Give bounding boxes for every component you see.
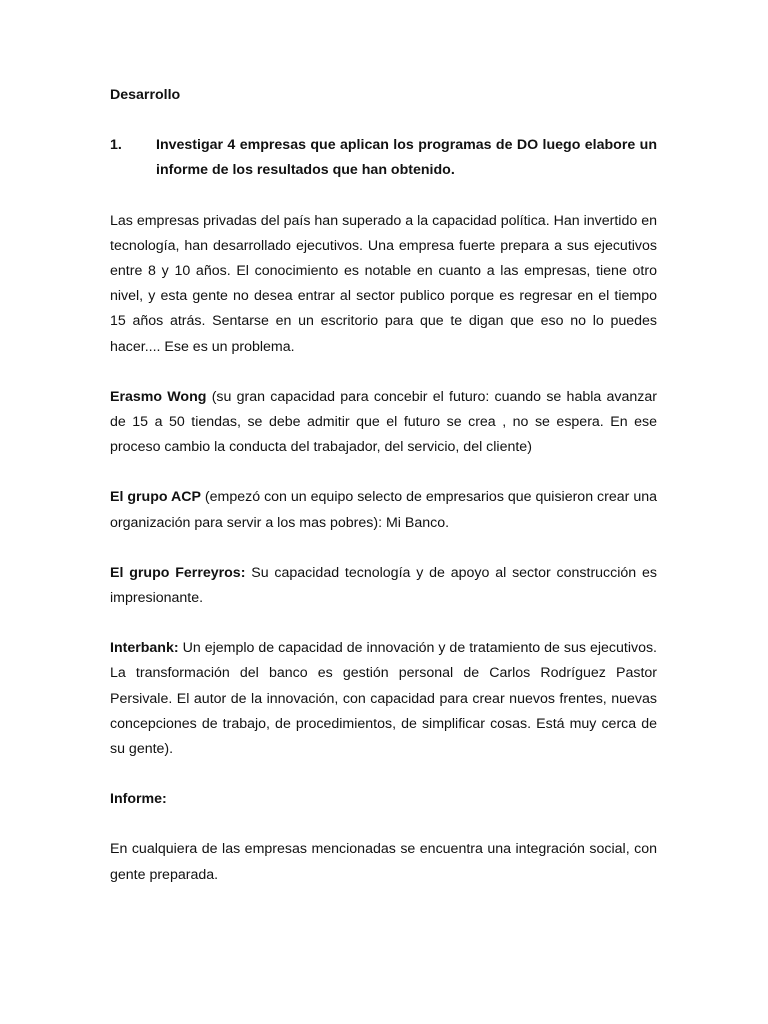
company-label: Interbank: xyxy=(110,640,179,657)
company-label: El grupo ACP xyxy=(110,489,201,506)
report-paragraph: En cualquiera de las empresas mencionadas se encuentra una integración social, con gente preparada. xyxy=(110,841,657,883)
company-label: El grupo Ferreyros: xyxy=(110,564,246,581)
company-paragraph-acp xyxy=(110,485,657,535)
company-description: (empezó con un equipo selecto de empresarios que quisieron crear una organización para servir a los mas pobres): Mi Banco. xyxy=(110,489,658,531)
question-text: Investigar 4 empresas que aplican los programas de DO luego elabore un informe de los resultados que han obtenido. xyxy=(156,137,657,179)
document-page xyxy=(110,83,657,913)
company-paragraph-interbank xyxy=(110,636,657,762)
company-description: Su capacidad tecnología y de apoyo al sector construcción es impresionante. xyxy=(110,564,657,607)
report-heading: Informe: xyxy=(110,791,167,808)
company-label: Erasmo Wong xyxy=(110,388,207,405)
company-paragraph-wong xyxy=(110,385,657,461)
company-description: (su gran capacidad para concebir el futuro: cuando se habla avanzar de 15 a 50 tiendas, se debe admitir que el futuro se crea , no se espera. En ese proceso cambio la conducta del trabajador, del servicio, del cliente) xyxy=(110,388,657,456)
question-number: 1. xyxy=(110,137,122,154)
section-heading: Desarrollo xyxy=(110,87,181,103)
intro-paragraph: Las empresas privadas del país han superado a la capacidad política. Han invertido en tecnología, han desarrollado ejecutivos. Una empresa fuerte prepara a sus ejecutivos entre 8 y 10 años. El conocimiento es notable en cuanto a las empresas, tiene otro nivel, y esta gente no desea entrar al sector publico porque es regresar en el tiempo 15 años atrás. Sentarse en un escritorio para que te digan que eso no lo puedes hacer.... Ese es un problema. xyxy=(110,212,657,355)
company-description: Un ejemplo de capacidad de innovación y de tratamiento de sus ejecutivos. La transformación del banco es gestión personal de Carlos Rodríguez Pastor Persivale. El autor de la innovación, con capacidad para crear nuevos frentes, nuevas concepciones de trabajo, de procedimientos, de simplificar cosas. Está muy cerca de su gente). xyxy=(110,640,657,758)
question-item xyxy=(110,133,657,183)
company-paragraph-ferreyros xyxy=(110,561,657,611)
